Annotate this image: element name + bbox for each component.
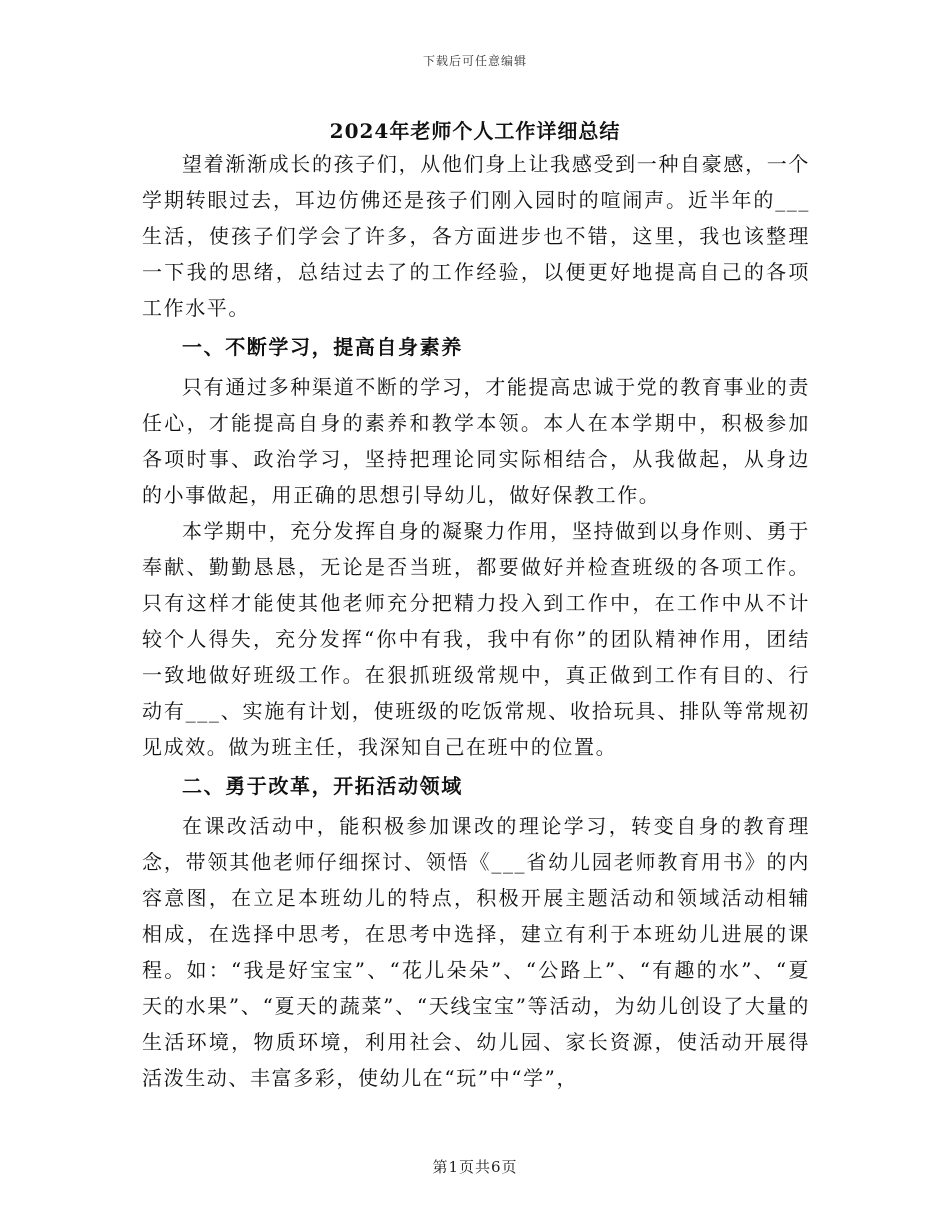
section-1-paragraph-1: 只有通过多种渠道不断的学习，才能提高忠诚于党的教育事业的责任心，才能提高自身的素养和教学本领。本人在本学期中，积极参加各项时事、政治学习，坚持把理论同实际相结合，从我做起，从身边的小事做起，用正确的思想引导幼儿，做好保教工作。 bbox=[142, 375, 810, 507]
section-2-heading: 二、勇于改革，开拓活动领域 bbox=[182, 774, 463, 798]
header-note: 下载后可任意编辑 bbox=[422, 54, 527, 68]
document-title: 2024年老师个人工作详细总结 bbox=[329, 119, 621, 143]
section-1-heading: 一、不断学习，提高自身素养 bbox=[182, 335, 463, 359]
page-footer: 第1页共6页 bbox=[432, 1158, 518, 1176]
document-body bbox=[142, 146, 810, 1096]
section-2-paragraph-1: 在课改活动中，能积极参加课改的理论学习，转变自身的教育理念，带领其他老师仔细探讨、领悟《___省幼儿园老师教育用书》的内容意图，在立足本班幼儿的特点，积极开展主题活动和领域活动相辅相成，在选择中思考，在思考中选择，建立有利于本班幼儿进展的课程。如：“我是好宝宝”、“花儿朵朵”、“公路上”、“有趣的水”、“夏天的水果”、“夏天的蔬菜”、“天线宝宝”等活动，为幼儿创设了大量的生活环境，物质环境，利用社会、幼儿园、家长资源，使活动开展得活泼生动、丰富多彩，使幼儿在“玩”中“学”， bbox=[142, 814, 810, 1090]
intro-paragraph: 望着渐渐成长的孩子们，从他们身上让我感受到一种自豪感，一个学期转眼过去，耳边仿佛还是孩子们刚入园时的喧闹声。近半年的___生活，使孩子们学会了许多，各方面进步也不错，这里，我也该整理一下我的思绪，总结过去了的工作经验，以便更好地提高自己的各项工作水平。 bbox=[142, 152, 810, 320]
section-1-paragraph-2: 本学期中，充分发挥自身的凝聚力作用，坚持做到以身作则、勇于奉献、勤勤恳恳，无论是否当班，都要做好并检查班级的各项工作。只有这样才能使其他老师充分把精力投入到工作中，在工作中从不计较个人得失，充分发挥“你中有我，我中有你”的团队精神作用，团结一致地做好班级工作。在狠抓班级常规中，真正做到工作有目的、行动有___、实施有计划，使班级的吃饭常规、收拾玩具、排队等常规初见成效。做为班主任，我深知自己在班中的位置。 bbox=[142, 519, 810, 759]
